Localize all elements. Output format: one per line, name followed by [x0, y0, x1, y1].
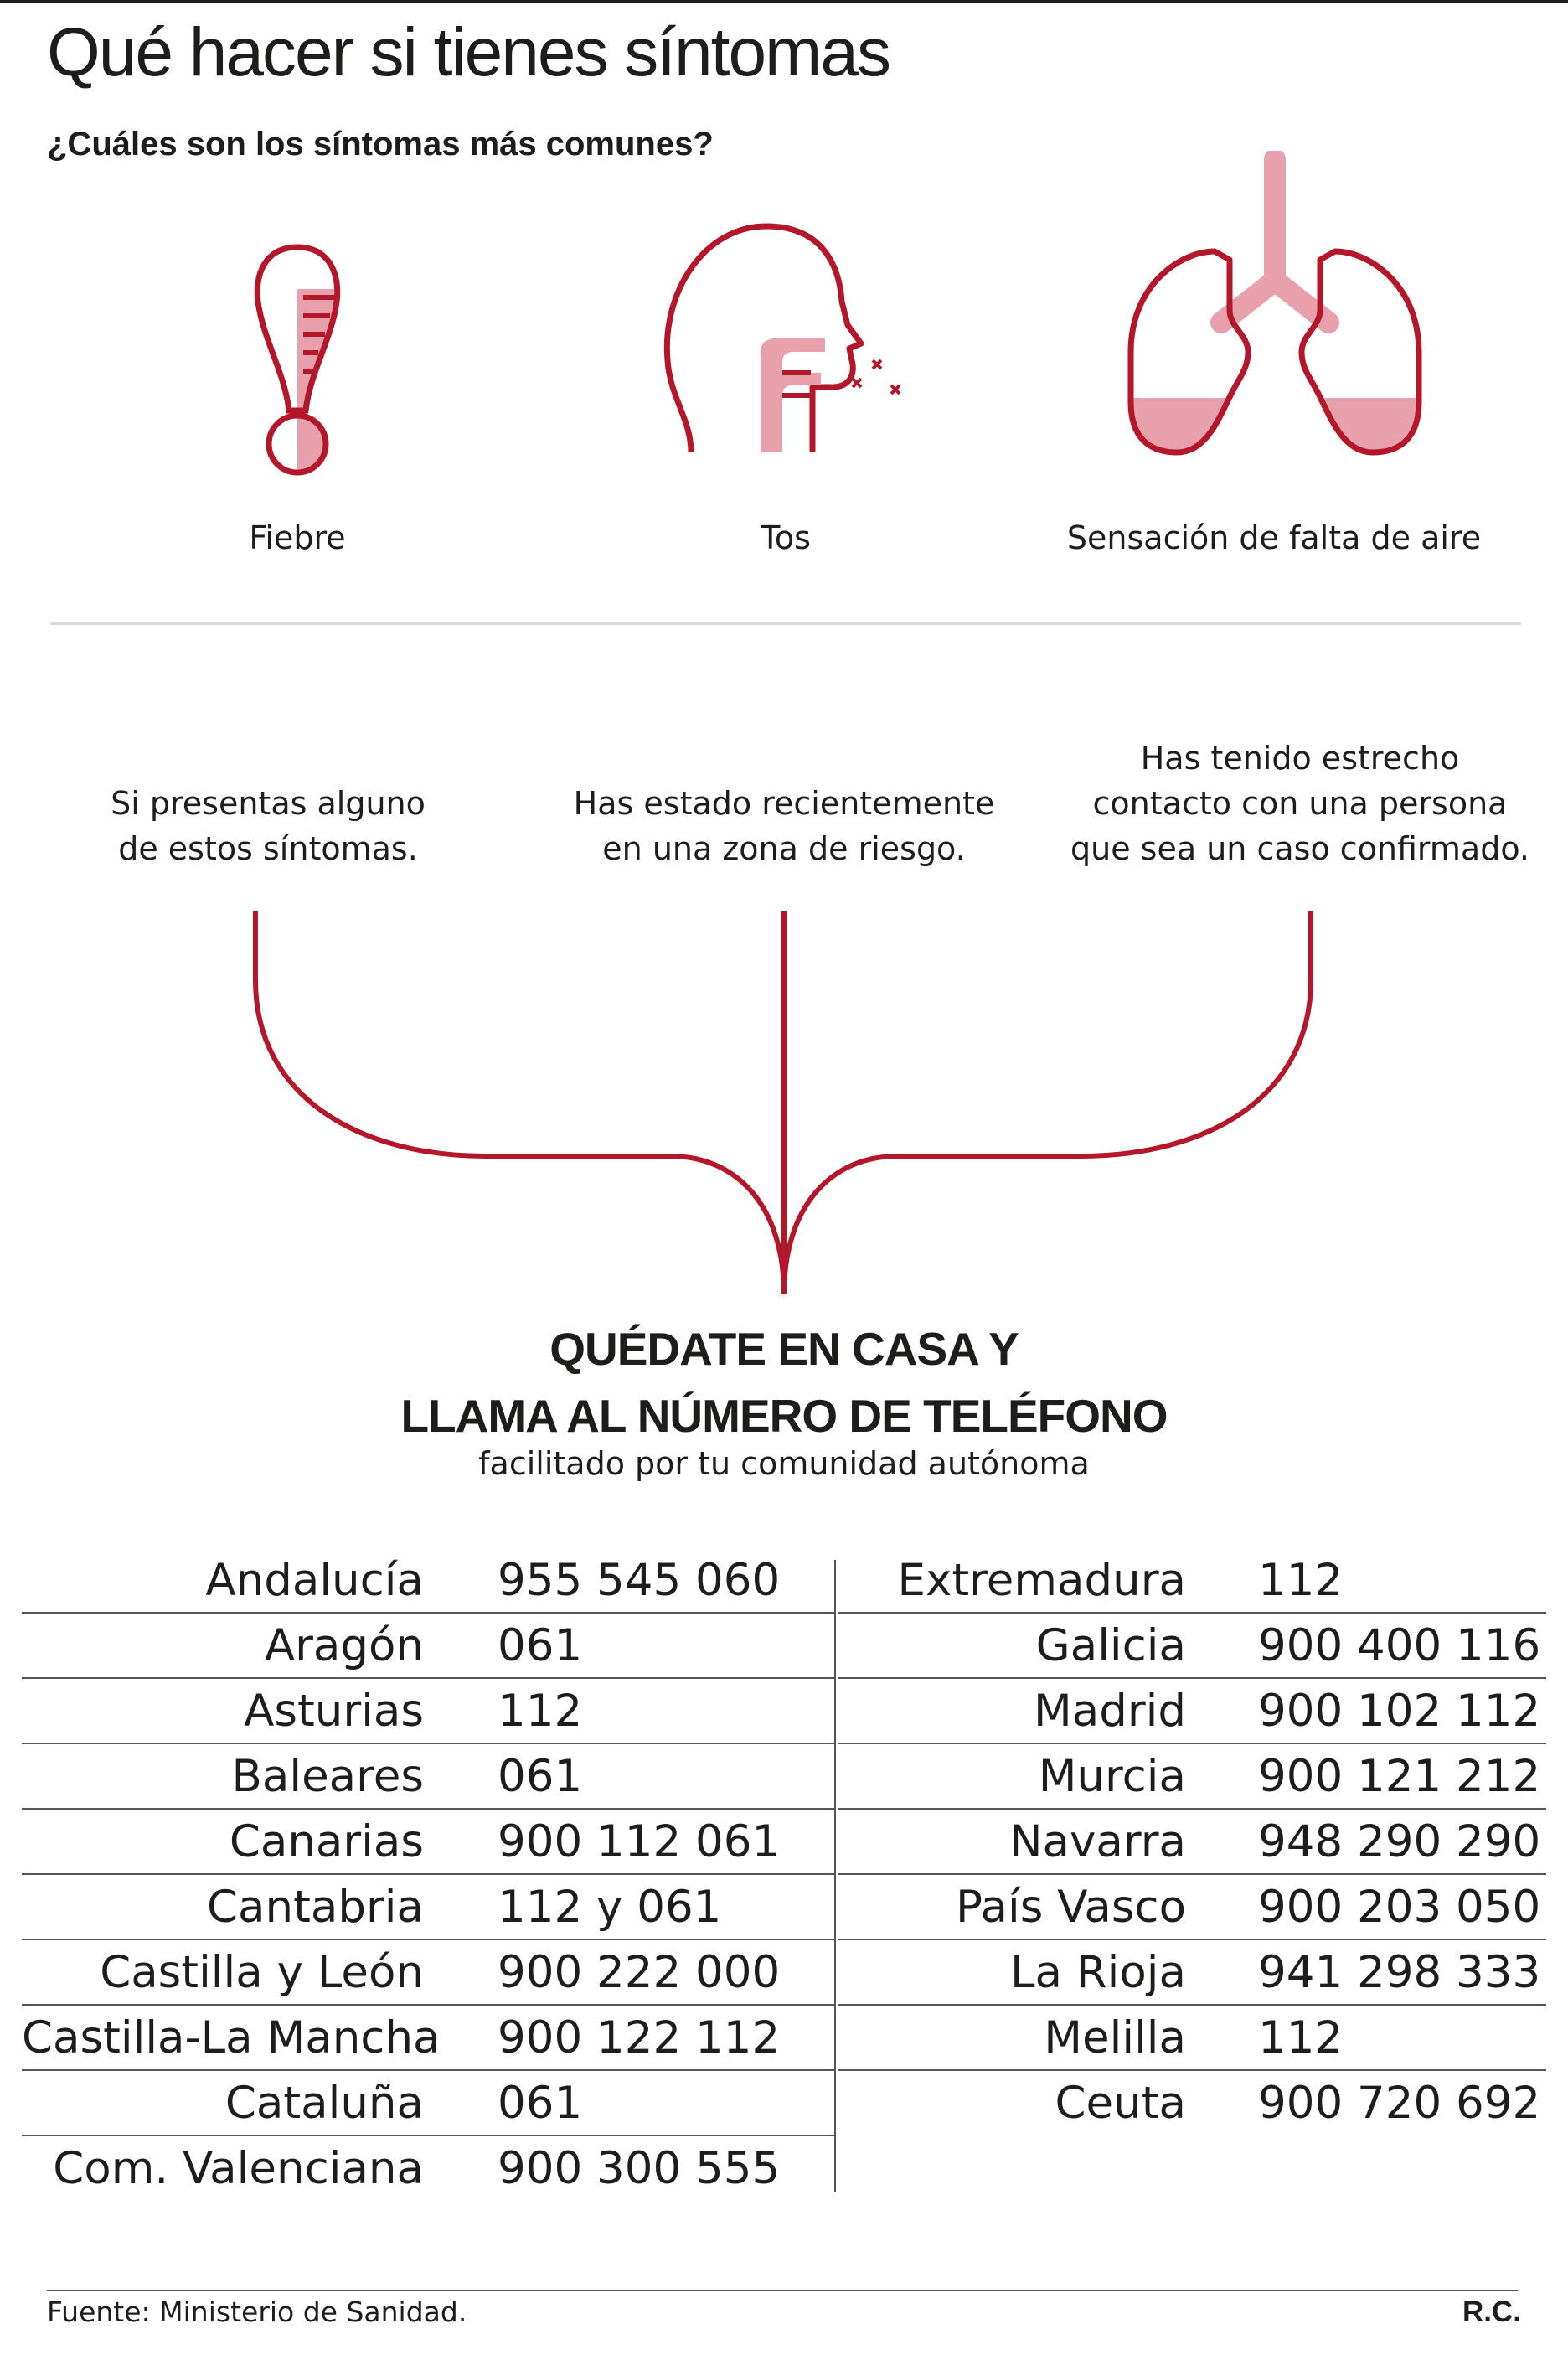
condition-line: en una zona de riesgo.	[602, 830, 966, 867]
region-name: Extremadura	[897, 1555, 1186, 1606]
region-name: Navarra	[1008, 1816, 1186, 1867]
phone-number: 061	[498, 1751, 583, 1802]
page-title: Qué hacer si tienes síntomas	[47, 14, 890, 90]
region-name: Melilla	[1044, 2012, 1186, 2063]
region-name: Andalucía	[205, 1555, 424, 1606]
condition-line: Si presentas alguno	[111, 785, 426, 822]
region-name: Galicia	[1035, 1620, 1186, 1671]
phone-number: 900 122 112	[498, 2012, 781, 2063]
phone-number: 112 y 061	[498, 1882, 722, 1933]
table-column-divider	[834, 1560, 836, 2192]
phone-number: 900 102 112	[1258, 1686, 1541, 1737]
headline-line-2: LLAMA AL NÚMERO DE TELÉFONO	[400, 1390, 1168, 1442]
region-name: Cantabria	[207, 1882, 424, 1933]
condition-line: que sea un caso confirmado.	[1070, 830, 1529, 867]
phone-number: 900 121 212	[1258, 1751, 1541, 1802]
phone-number: 112	[498, 1686, 583, 1737]
condition-line: Has tenido estrecho	[1140, 740, 1460, 777]
region-name: Murcia	[1038, 1751, 1186, 1802]
region-name: País Vasco	[955, 1882, 1186, 1933]
phone-number: 900 203 050	[1258, 1882, 1541, 1933]
region-name: Castilla-La Mancha	[22, 2012, 441, 2063]
symptom-label-breath: Sensación de falta de aire	[1066, 519, 1482, 556]
phone-number: 112	[1258, 2012, 1344, 2063]
phone-number: 941 298 333	[1258, 1947, 1541, 1998]
headline-subtext: facilitado por tu comunidad autónoma	[478, 1445, 1090, 1482]
phone-number: 900 112 061	[498, 1816, 781, 1867]
footer-rule	[47, 2290, 1518, 2291]
author-credit: R.C.	[1462, 2295, 1521, 2328]
phone-number: 955 545 060	[498, 1555, 781, 1606]
symptom-label-fever: Fiebre	[249, 519, 346, 556]
condition-line: contacto con una persona	[1092, 785, 1508, 822]
section-subtitle: ¿Cuáles son los síntomas más comunes?	[47, 126, 714, 163]
region-name: Madrid	[1033, 1686, 1186, 1737]
headline-line-1: QUÉDATE EN CASA Y	[549, 1323, 1019, 1375]
region-name: Asturias	[244, 1686, 424, 1737]
phone-number: 061	[498, 2078, 583, 2129]
phone-number: 900 400 116	[1258, 1620, 1541, 1671]
symptom-label-cough: Tos	[761, 519, 811, 556]
phone-number: 112	[1258, 1555, 1344, 1606]
phone-number: 900 222 000	[498, 1947, 781, 1998]
region-name: Castilla y León	[100, 1947, 424, 1998]
condition-line: de estos síntomas.	[118, 830, 418, 867]
source-note: Fuente: Ministerio de Sanidad.	[47, 2295, 467, 2328]
region-name: Baleares	[231, 1751, 424, 1802]
region-name: La Rioja	[1009, 1947, 1186, 1998]
condition-line: Has estado recientemente	[573, 785, 995, 822]
region-name: Com. Valenciana	[53, 2143, 424, 2194]
phone-number: 900 720 692	[1258, 2078, 1541, 2129]
phone-number: 061	[498, 1620, 583, 1671]
region-name: Cataluña	[224, 2078, 424, 2129]
region-name: Canarias	[229, 1816, 424, 1867]
region-name: Ceuta	[1055, 2078, 1186, 2129]
region-name: Aragón	[264, 1620, 424, 1671]
phone-number: 900 300 555	[498, 2143, 781, 2194]
phone-number: 948 290 290	[1258, 1816, 1541, 1867]
